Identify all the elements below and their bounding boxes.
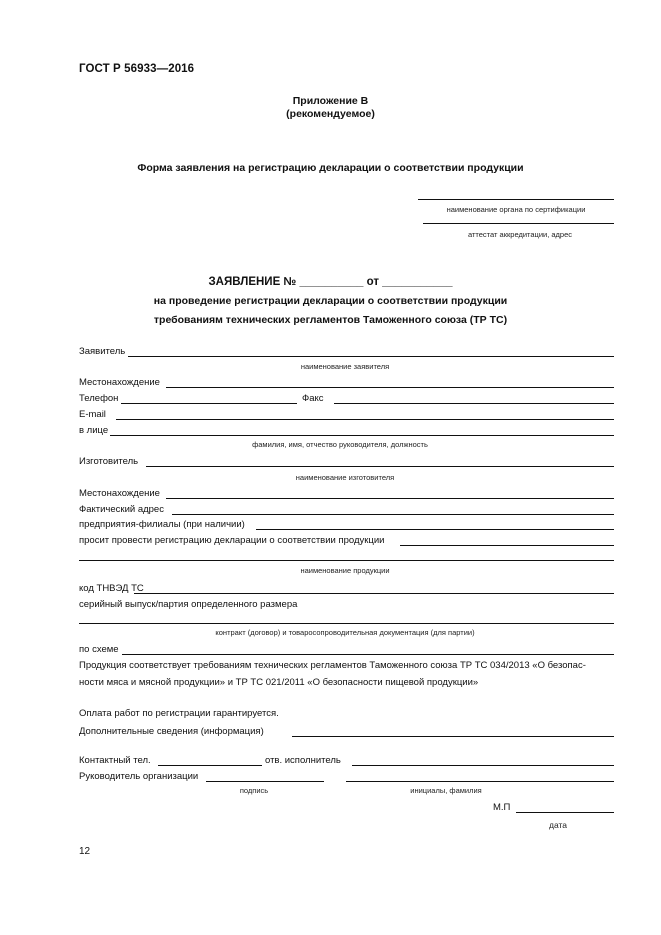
email-field[interactable]	[116, 419, 614, 420]
request-field[interactable]	[400, 545, 614, 546]
head-name-field[interactable]	[346, 781, 614, 782]
tnved-code-field[interactable]	[134, 593, 614, 594]
executor-label: отв. исполнитель	[265, 755, 341, 766]
stamp-label: М.П	[493, 802, 511, 813]
signature-caption: подпись	[239, 786, 269, 795]
scheme-label: по схеме	[79, 644, 119, 655]
product-caption: наименование продукции	[300, 566, 390, 575]
applicant-caption: наименование заявителя	[300, 362, 390, 371]
appendix-title: Приложение В	[292, 95, 369, 107]
recipient-line-2[interactable]	[423, 223, 614, 224]
head-caption: фамилия, имя, отчество руководителя, должность	[252, 440, 428, 449]
request-label: просит провести регистрацию декларации о соответствии продукции	[79, 535, 385, 546]
page-number: 12	[79, 846, 91, 857]
phone-field[interactable]	[121, 403, 297, 404]
payment-text: Оплата работ по регистрации гарантируется.	[79, 708, 279, 719]
actual-address-field[interactable]	[172, 514, 614, 515]
head-label: Руководитель организации	[79, 771, 199, 782]
contact-phone-field[interactable]	[158, 765, 262, 766]
contract-caption: контракт (договор) и товаросопроводительная документация (для партии)	[215, 628, 475, 637]
application-subtitle-1: на проведение регистрации декларации о соответствии продукции	[153, 295, 508, 307]
additional-info-label: Дополнительные сведения (информация)	[79, 726, 264, 737]
name-caption: инициалы, фамилия	[410, 786, 482, 795]
recipient-caption-1: наименование органа по сертификации	[446, 205, 586, 214]
manufacturer-field[interactable]	[146, 466, 614, 467]
scheme-field[interactable]	[122, 654, 614, 655]
manufacturer-caption: наименование изготовителя	[295, 473, 395, 482]
applicant-field[interactable]	[128, 356, 614, 357]
appendix-note: (рекомендуемое)	[286, 108, 375, 120]
manufacturer-location-label: Местонахождение	[79, 488, 160, 499]
branches-label: предприятия-филиалы (при наличии)	[79, 519, 245, 530]
phone-label: Телефон	[79, 393, 119, 404]
applicant-label: Заявитель	[79, 346, 126, 357]
compliance-text-2: ности мяса и мясной продукции» и ТР ТС 021/2011 «О безопасности пищевой продукции»	[79, 677, 479, 688]
application-heading: ЗАЯВЛЕНИЕ № __________ от ___________	[208, 276, 453, 288]
branches-field[interactable]	[256, 529, 614, 530]
contract-field[interactable]	[79, 623, 614, 624]
recipient-line-1[interactable]	[418, 199, 614, 200]
signature-field[interactable]	[206, 781, 324, 782]
application-subtitle-2: требованиям технических регламентов Таможенного союза (ТР ТС)	[153, 314, 508, 326]
contact-phone-label: Контактный тел.	[79, 755, 151, 766]
tnved-code-label: код ТНВЭД ТС	[79, 583, 144, 594]
location-label: Местонахождение	[79, 377, 160, 388]
form-title: Форма заявления на регистрацию декларации о соответствии продукции	[137, 162, 524, 174]
location-field[interactable]	[166, 387, 614, 388]
fax-label: Факс	[302, 393, 324, 404]
additional-info-field[interactable]	[292, 736, 614, 737]
date-field[interactable]	[516, 812, 614, 813]
represented-by-label: в лице	[79, 425, 109, 436]
standard-code: ГОСТ Р 56933—2016	[79, 63, 195, 75]
represented-by-field[interactable]	[110, 435, 614, 436]
date-caption: дата	[548, 820, 568, 830]
batch-label: серийный выпуск/партия определенного размера	[79, 599, 298, 610]
fax-field[interactable]	[334, 403, 614, 404]
manufacturer-location-field[interactable]	[166, 498, 614, 499]
product-field[interactable]	[79, 560, 614, 561]
executor-field[interactable]	[352, 765, 614, 766]
manufacturer-label: Изготовитель	[79, 456, 139, 467]
recipient-caption-2: аттестат аккредитации, адрес	[467, 230, 573, 239]
actual-address-label: Фактический адрес	[79, 504, 164, 515]
email-label: E-mail	[79, 409, 106, 420]
compliance-text-1: Продукция соответствует требованиям технических регламентов Таможенного союза ТР ТС 034/2013 «О безопас-	[79, 660, 586, 671]
